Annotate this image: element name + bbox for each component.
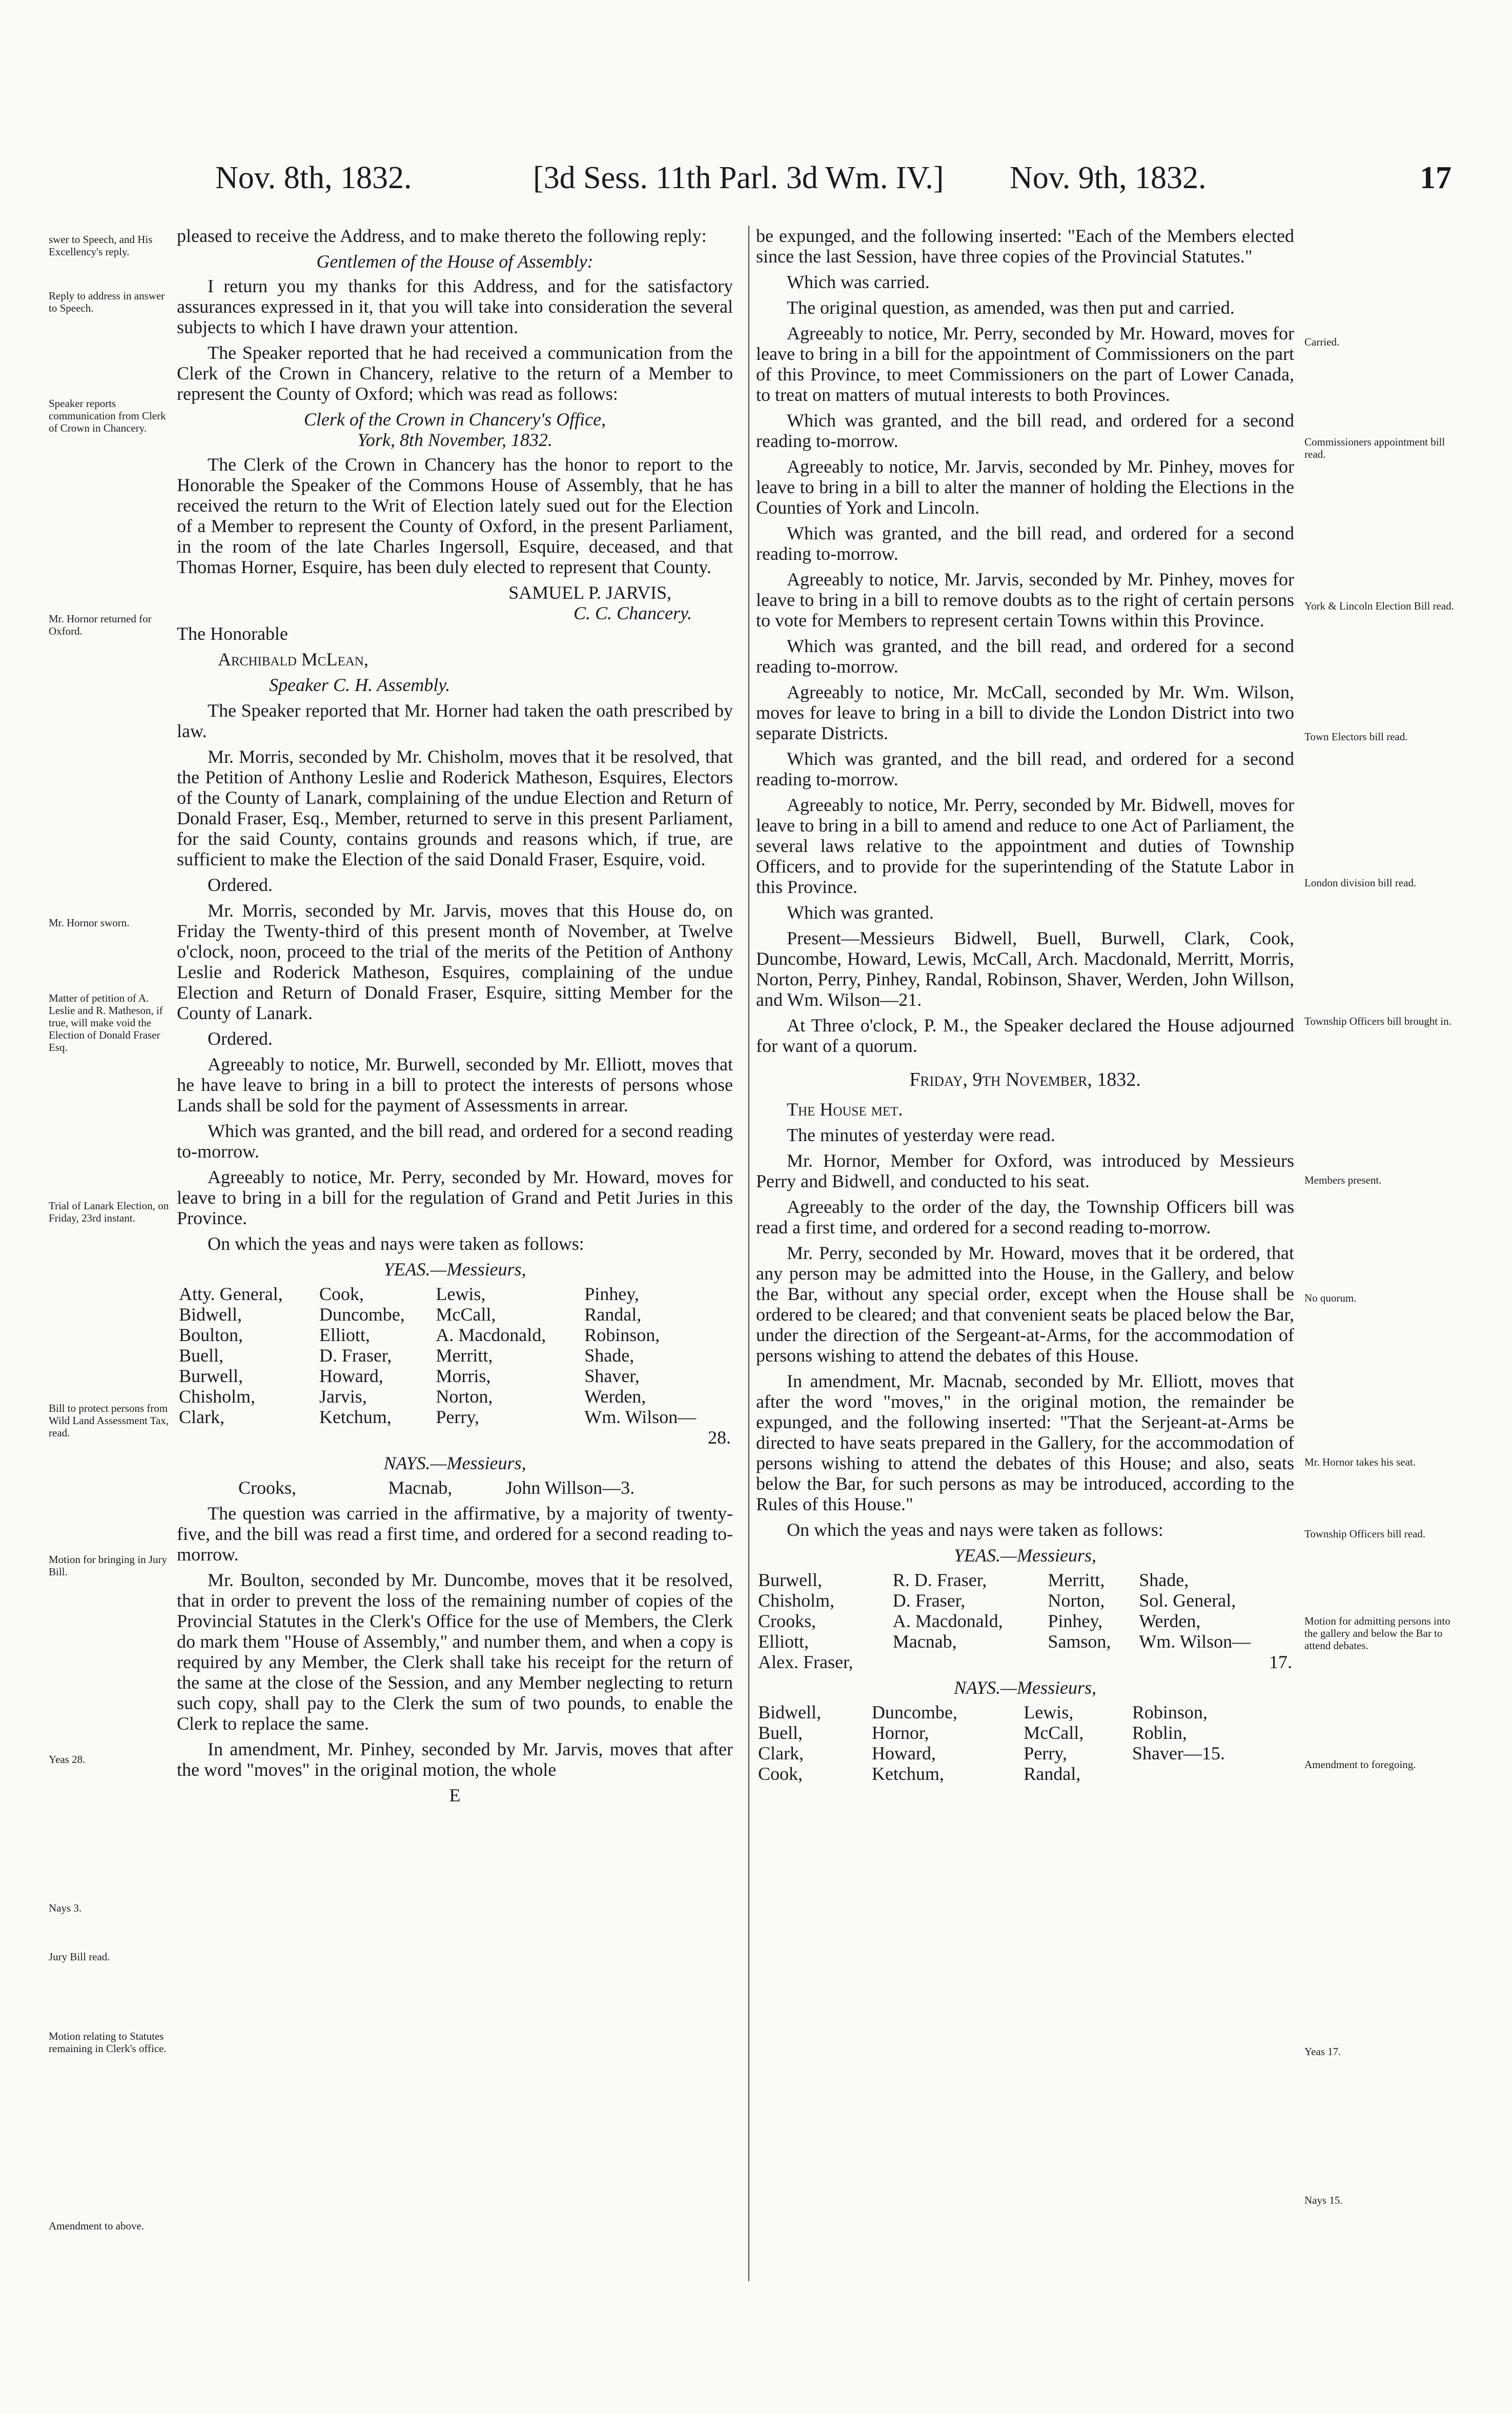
name-cell: Lewis, (436, 1284, 486, 1304)
name-cell: D. Fraser, (319, 1345, 392, 1366)
paragraph: Agreeably to notice, Mr. Jarvis, seconded by Mr. Pinhey, moves for leave to bring in a bill to alter the manner of holding the Elections in the Counties of York and Lincoln. (756, 456, 1294, 518)
name-cell: Sol. General, (1139, 1590, 1236, 1611)
address-salutation: Gentlemen of the House of Assembly: (316, 251, 594, 272)
margin-note: Amendment to foregoing. (1304, 1758, 1416, 1771)
name-cell: Pinhey, (1048, 1611, 1103, 1631)
section-date-heading: Friday, 9th November, 1832. (909, 1069, 1141, 1090)
table-row (756, 1611, 1294, 1631)
name-cell: Morris, (436, 1366, 491, 1386)
table-row (177, 1304, 733, 1325)
margin-note: York & Lincoln Election Bill read. (1304, 600, 1454, 612)
name-cell: Alex. Fraser, (758, 1652, 853, 1672)
margin-note: Yeas 28. (49, 1753, 86, 1766)
name-cell: Shaver—15. (1132, 1743, 1225, 1763)
header-date-right: Nov. 9th, 1832. (1010, 160, 1207, 195)
paragraph: Agreeably to notice, Mr. Jarvis, seconded by Mr. Pinhey, moves for leave to bring in a bill to remove doubts as to the right of certain persons to vote for Members to represent certain Towns within this Province. (756, 569, 1294, 631)
name-cell: Howard, (871, 1743, 936, 1763)
page-number: 17 (1420, 160, 1452, 195)
name-cell: Bidwell, (179, 1304, 242, 1325)
left-margin-notes (49, 0, 172, 2414)
name-cell: Crooks, (758, 1611, 816, 1631)
name-cell: Clark, (758, 1743, 804, 1763)
table-row (756, 1722, 1294, 1743)
name-cell: Wm. Wilson— (584, 1407, 697, 1427)
name-cell: Shade, (1139, 1570, 1189, 1590)
office-line: Clerk of the Crown in Chancery's Office, (303, 409, 606, 430)
name-cell: Robinson, (584, 1325, 660, 1345)
table-row (756, 1631, 1294, 1652)
ordered: Ordered. (208, 1028, 273, 1049)
name-cell: Shade, (584, 1345, 635, 1366)
name-cell: A. Macdonald, (892, 1611, 1003, 1631)
name-cell: Randal, (584, 1304, 642, 1325)
name-cell: Atty. General, (179, 1284, 283, 1304)
margin-note: Trial of Lanark Election, on Friday, 23rd instant. (49, 1200, 169, 1224)
nays-heading: NAYS.—Messieurs, (383, 1453, 526, 1473)
paragraph: Which was granted, and the bill read, and ordered for a second reading to-morrow. (756, 748, 1294, 789)
nays-table (177, 1477, 733, 1498)
margin-note: No quorum. (1304, 1292, 1357, 1304)
name-cell: Buell, (179, 1345, 223, 1366)
office-date: York, 8th November, 1832. (357, 430, 553, 450)
margin-note: Carried. (1304, 336, 1340, 348)
paragraph: Mr. Morris, seconded by Mr. Jarvis, moves that this House do, on Friday the Twenty-third of this present month of November, at Twelve o'clock, noon, proceed to the trial of the merits of the Petition of Anthony Leslie and Roderick Matheson, Esquires, complaining of the undue Election and Return of Donald Fraser, Esquire, sitting Member for the County of Lanark. (177, 900, 733, 1023)
nays-heading: NAYS.—Messieurs, (953, 1677, 1097, 1698)
name-cell: Hornor, (871, 1722, 929, 1743)
margin-note: Commissioners appointment bill read. (1304, 436, 1445, 460)
paragraph: Mr. Morris, seconded by Mr. Chisholm, moves that it be resolved, that the Petition of Anthony Leslie and Roderick Matheson, Esquires, Electors of the County of Lanark, complaining of the undue Election and Return of Donald Fraser, Esq., Member, returned to serve in this present Parliament, for the said County, contains grounds and reasons which, if true, are sufficient to make the Election of the said Donald Fraser, Esquire, void. (177, 746, 733, 869)
paragraph: Agreeably to the order of the day, the Township Officers bill was read a first time, and ordered for a second reading to-morrow. (756, 1196, 1294, 1238)
name-cell: Duncombe, (319, 1304, 405, 1325)
name-cell: Ketchum, (871, 1763, 944, 1784)
margin-note: Speaker reports communication from Clerk of Crown in Chancery. (49, 397, 166, 434)
paragraph: I return you my thanks for this Address, and for the satisfactory assurances expressed in it, that you will take into consideration the several subjects to which I have drawn your attention. (177, 276, 733, 337)
margin-note: Mr. Hornor takes his seat. (1304, 1456, 1416, 1468)
table-row (177, 1325, 733, 1345)
name-cell: Merritt, (1048, 1570, 1105, 1590)
speaker-name: Archibald McLean, (218, 649, 369, 670)
name-cell: Wm. Wilson— (1139, 1631, 1251, 1652)
yeas-total: 17. (1269, 1652, 1292, 1672)
header-date-left: Nov. 8th, 1832. (215, 160, 412, 195)
paragraph: Which was granted, and the bill read, and ordered for a second reading to-morrow. (756, 523, 1294, 564)
paragraph: Mr. Hornor, Member for Oxford, was introduced by Messieurs Perry and Bidwell, and conducted to his seat. (756, 1150, 1294, 1191)
name-cell: A. Macdonald, (436, 1325, 546, 1345)
name-cell: Duncombe, (871, 1702, 957, 1722)
name-cell: Roblin, (1132, 1722, 1187, 1743)
paragraph: Agreeably to notice, Mr. Perry, seconded by Mr. Howard, moves for leave to bring in a bill for the regulation of Grand and Petit Juries in this Province. (177, 1167, 733, 1228)
paragraph: The House met. (787, 1099, 903, 1120)
ordered: Ordered. (208, 875, 273, 895)
name-cell: Crooks, (238, 1477, 297, 1498)
margin-note: Mr. Hornor sworn. (49, 917, 130, 929)
paragraph: Agreeably to notice, Mr. Perry, seconded by Mr. Howard, moves for leave to bring in a bill for the appointment of Commissioners on the part of this Province, to meet Commissioners on the part of Lower Canada, to treat on matters of mutual interests to both Provinces. (756, 323, 1294, 405)
paragraph: The question was carried in the affirmative, by a majority of twenty-five, and the bill was read a first time, and ordered for a second reading to-morrow. (177, 1503, 733, 1565)
paragraph: Present—Messieurs Bidwell, Buell, Burwell, Clark, Cook, Duncombe, Howard, Lewis, McCall, Arch. Macdonald, Merritt, Morris, Norton, Perry, Pinhey, Randal, Robinson, Shaver, Werden, John Willson, and Wm. Wilson—21. (756, 928, 1294, 1010)
margin-note: London division bill read. (1304, 877, 1417, 889)
margin-note: Township Officers bill read. (1304, 1528, 1426, 1540)
paragraph: On which the yeas and nays were taken as follows: (208, 1233, 584, 1254)
paragraph: In amendment, Mr. Pinhey, seconded by Mr. Jarvis, moves that after the word "moves" in the original motion, the whole (177, 1739, 733, 1780)
margin-note: Amendment to above. (49, 2220, 145, 2232)
yeas-heading: YEAS.—Messieurs, (383, 1259, 526, 1280)
name-cell: Burwell, (179, 1366, 243, 1386)
name-cell: Lewis, (1024, 1702, 1074, 1722)
table-row (756, 1702, 1294, 1722)
paragraph: Which was granted, and the bill read, and ordered for a second reading to-morrow. (756, 636, 1294, 677)
header-session: [3d Sess. 11th Parl. 3d Wm. IV.] (533, 160, 944, 195)
name-cell: Pinhey, (584, 1284, 639, 1304)
margin-note: Motion relating to Statutes remaining in Clerk's office. (49, 2030, 167, 2055)
name-cell: Jarvis, (319, 1386, 367, 1407)
name-cell: McCall, (1024, 1722, 1084, 1743)
table-row (756, 1743, 1294, 1763)
yeas-table (177, 1284, 733, 1448)
paragraph: Which was granted, and the bill read, and ordered for a second reading to-morrow. (177, 1121, 733, 1162)
paragraph: Agreeably to notice, Mr. McCall, seconded by Mr. Wm. Wilson, moves for leave to bring in a bill to divide the London District into two separate Districts. (756, 682, 1294, 743)
paragraph: On which the yeas and nays were taken as follows: (787, 1519, 1163, 1540)
paragraph: The minutes of yesterday were read. (787, 1125, 1055, 1145)
right-column (756, 226, 1294, 1789)
name-cell: D. Fraser, (892, 1590, 966, 1611)
name-cell: Merritt, (436, 1345, 493, 1366)
table-row (177, 1477, 733, 1498)
signature: SAMUEL P. JARVIS, (508, 582, 671, 603)
margin-note: Yeas 17. (1304, 2045, 1341, 2058)
page-header (169, 160, 1452, 206)
table-row (177, 1345, 733, 1366)
table-row (756, 1652, 1294, 1672)
name-cell: Buell, (758, 1722, 803, 1743)
paragraph: Which was granted, and the bill read, and ordered for a second reading to-morrow. (756, 410, 1294, 451)
name-cell: Norton, (436, 1386, 493, 1407)
paragraph: Which was granted. (787, 902, 934, 923)
name-cell: Clark, (179, 1407, 224, 1427)
left-column (177, 226, 733, 1806)
name-cell: Burwell, (758, 1570, 822, 1590)
name-cell: Cook, (758, 1763, 803, 1784)
table-row (177, 1284, 733, 1304)
name-cell: Elliott, (758, 1631, 809, 1652)
nays-table (756, 1702, 1294, 1784)
name-cell: John Willson—3. (505, 1477, 635, 1498)
right-margin-notes (1304, 0, 1458, 2414)
table-row (756, 1763, 1294, 1784)
margin-note: Town Electors bill read. (1304, 731, 1408, 743)
name-cell: Ketchum, (319, 1407, 392, 1427)
name-cell: Werden, (584, 1386, 646, 1407)
margin-note: Township Officers bill brought in. (1304, 1015, 1452, 1027)
margin-note: Reply to address in answer to Speech. (49, 290, 165, 314)
table-row (756, 1570, 1294, 1590)
table-row (177, 1427, 733, 1448)
paragraph: In amendment, Mr. Macnab, seconded by Mr. Elliott, moves that after the word "moves," in the original motion, the remainder be expunged, and the following inserted: "That the Serjeant-at-Arms be directed to have seats prepared in the Gallery, for the accommodation of persons wishing to attend the debates of this House; and also, seats below the Bar, for such persons as may be introduced, according to the Rules of this House." (756, 1371, 1294, 1514)
addressee: The Honorable (177, 623, 288, 644)
margin-note: Nays 15. (1304, 2194, 1343, 2206)
table-row (756, 1590, 1294, 1611)
name-cell: Cook, (319, 1284, 364, 1304)
name-cell: Werden, (1139, 1611, 1201, 1631)
paragraph: The original question, as amended, was then put and carried. (787, 297, 1235, 318)
margin-note: Motion for bringing in Jury Bill. (49, 1553, 167, 1578)
signature-mark: E (449, 1785, 461, 1806)
margin-note: Nays 3. (49, 1902, 82, 1914)
name-cell: Randal, (1024, 1763, 1081, 1784)
signature-title: C. C. Chancery. (574, 603, 692, 623)
yeas-heading: YEAS.—Messieurs, (954, 1545, 1096, 1566)
margin-note: swer to Speech, and His Excellency's reply. (49, 233, 153, 258)
paragraph: The Speaker reported that Mr. Horner had taken the oath prescribed by law. (177, 700, 733, 741)
name-cell: Norton, (1048, 1590, 1105, 1611)
name-cell: Perry, (1024, 1743, 1067, 1763)
name-cell: Samson, (1048, 1631, 1111, 1652)
margin-note: Matter of petition of A. Leslie and R. Matheson, if true, will make void the Election of Donald Fraser Esq. (49, 992, 163, 1053)
name-cell: Boulton, (179, 1325, 243, 1345)
name-cell: Robinson, (1132, 1702, 1208, 1722)
margin-note: Jury Bill read. (49, 1951, 110, 1963)
name-cell: Macnab, (388, 1477, 453, 1498)
table-row (177, 1366, 733, 1386)
name-cell: Macnab, (892, 1631, 957, 1652)
name-cell: Howard, (319, 1366, 383, 1386)
name-cell: Bidwell, (758, 1702, 821, 1722)
margin-note: Bill to protect persons from Wild Land Assessment Tax, read. (49, 1402, 169, 1439)
paragraph: Agreeably to notice, Mr. Perry, seconded by Mr. Bidwell, moves for leave to bring in a bill to amend and reduce to one Act of Parliament, the several laws relative to the appointment and duties of Township Officers, and to provide for the superintending of the Statute Labor in this Province. (756, 795, 1294, 897)
yeas-table (756, 1570, 1294, 1672)
paragraph: The Clerk of the Crown in Chancery has the honor to report to the Honorable the Speaker of the Commons House of Assembly, that he has received the return to the Writ of Election lately sued out for the Election of a Member to represent the County of Oxford, in the present Parliament, in the room of the late Charles Ingersoll, Esquire, deceased, and that Thomas Horner, Esquire, has been duly elected to represent that County. (177, 454, 733, 577)
paragraph: Mr. Boulton, seconded by Mr. Duncombe, moves that it be resolved, that in order to prevent the loss of the remaining number of copies of the Provincial Statutes in the Clerk's Office for the use of Members, the Clerk do mark them "House of Assembly," and number them, and when a copy is required by any Member, the Clerk shall take his receipt for the return of the same at the close of the Session, and any Member neglecting to return such copy, shall pay to the Clerk the sum of two pounds, to enable the Clerk to replace the same. (177, 1570, 733, 1734)
paragraph: At Three o'clock, P. M., the Speaker declared the House adjourned for want of a quorum. (756, 1015, 1294, 1056)
column-divider (748, 226, 749, 2281)
name-cell: Chisholm, (758, 1590, 835, 1611)
margin-note: Members present. (1304, 1174, 1382, 1186)
paragraph: Which was carried. (787, 272, 930, 292)
paragraph: pleased to receive the Address, and to make thereto the following reply: (177, 226, 707, 246)
name-cell: Elliott, (319, 1325, 370, 1345)
name-cell: R. D. Fraser, (892, 1570, 987, 1590)
yeas-total: 28. (708, 1427, 731, 1448)
name-cell: Shaver, (584, 1366, 640, 1386)
name-cell (1130, 1763, 1294, 1784)
table-row (177, 1386, 733, 1407)
name-cell: Chisholm, (179, 1386, 256, 1407)
margin-note: Mr. Hornor returned for Oxford. (49, 613, 152, 637)
paragraph: Agreeably to notice, Mr. Burwell, seconded by Mr. Elliott, moves that he have leave to bring in a bill to protect the interests of persons whose Lands shall be sold for the payment of Assessments in arrear. (177, 1054, 733, 1115)
name-cell: McCall, (436, 1304, 496, 1325)
paragraph: Mr. Perry, seconded by Mr. Howard, moves that it be ordered, that any person may be admitted into the House, in the Gallery, and below the Bar, without any special order, except when the House shall be ordered to be cleared; and that convenient seats be placed below the Bar, under the direction of the Sergeant-at-Arms, for the accommodation of persons wishing to attend the debates of this House. (756, 1243, 1294, 1366)
margin-note: Motion for admitting persons into the gallery and below the Bar to attend debates. (1304, 1615, 1450, 1652)
name-cell: Perry, (436, 1407, 479, 1427)
paragraph: be expunged, and the following inserted: "Each of the Members elected since the last Session, have three copies of the Provincial Statutes." (756, 226, 1294, 267)
paragraph: The Speaker reported that he had received a communication from the Clerk of the Crown in Chancery, relative to the return of a Member to represent the County of Oxford; which was read as follows: (177, 342, 733, 404)
speaker-title: Speaker C. H. Assembly. (269, 675, 451, 695)
table-row (177, 1407, 733, 1427)
